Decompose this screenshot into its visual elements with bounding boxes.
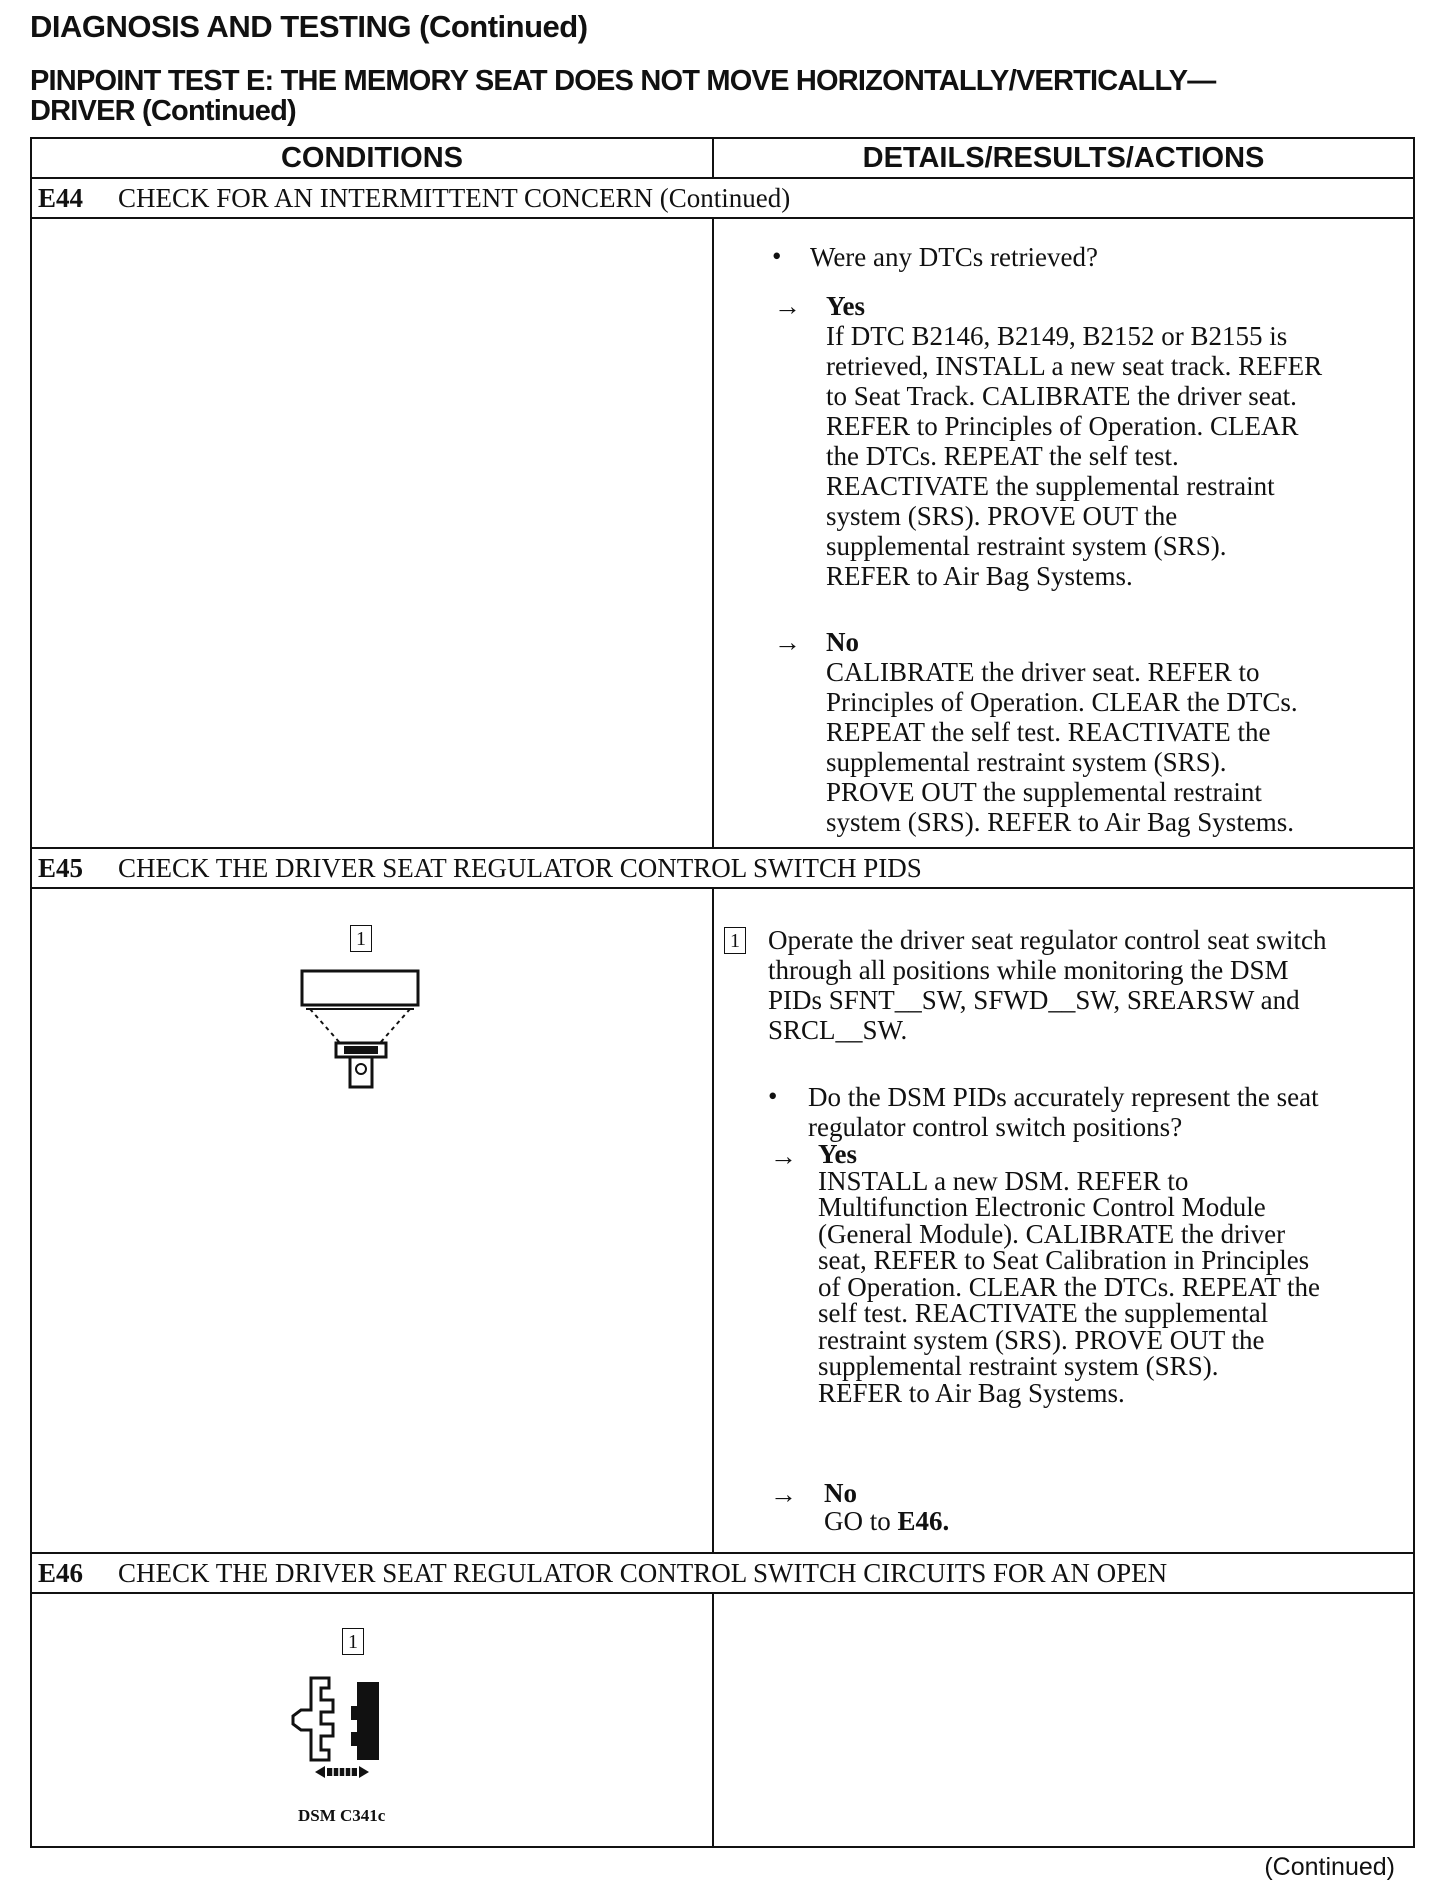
e45-step-line: SRCL__SW. [768, 1015, 908, 1045]
e44-yes-line: If DTC B2146, B2149, B2152 or B2155 is [826, 321, 1288, 351]
e45-yes-line: Multifunction Electronic Control Module [818, 1192, 1266, 1222]
e44-no-label: No [826, 627, 859, 657]
e45-step-line: PIDs SFNT__SW, SFWD__SW, SREARSW and [768, 985, 1300, 1015]
step-e44-header [32, 179, 1413, 219]
bullet-icon: • [768, 1081, 778, 1111]
pinpoint-test-table [30, 137, 1415, 1848]
e45-yes-line: supplemental restraint system (SRS). [818, 1351, 1219, 1381]
e44-no-line: supplemental restraint system (SRS). [826, 747, 1227, 777]
step-e44-conditions [32, 219, 714, 847]
table-header-row [32, 139, 1413, 179]
e44-yes-line: retrieved, INSTALL a new seat track. REFER [826, 351, 1323, 381]
arrow-icon: → [770, 1479, 797, 1509]
continued-footer: (Continued) [1264, 1853, 1395, 1881]
e44-yes-label: Yes [826, 291, 865, 321]
e45-no-target-link[interactable]: E46. [897, 1506, 950, 1536]
e45-yes-block [818, 1141, 1320, 1406]
e45-yes-line: self test. REACTIVATE the supplemental [818, 1298, 1269, 1328]
step-e46-id: E46 [38, 1557, 84, 1588]
pinpoint-test-title-line1: PINPOINT TEST E: THE MEMORY SEAT DOES NOT MOVE HORIZONTALLY/VERTICALLY— [30, 65, 1216, 97]
e45-step-instruction [768, 925, 1327, 1045]
e44-yes-line: supplemental restraint system (SRS). [826, 531, 1227, 561]
e44-no-line: REPEAT the self test. REACTIVATE the [826, 717, 1271, 747]
page-header [30, 8, 1410, 126]
column-header-conditions: CONDITIONS [32, 139, 714, 177]
e44-yes-line: the DTCs. REPEAT the self test. [826, 441, 1179, 471]
e45-no-line [824, 1507, 949, 1535]
e45-step-line: through all positions while monitoring the DSM [768, 955, 1289, 985]
step-e45-id: E45 [38, 852, 84, 883]
e44-yes-line: REFER to Air Bag Systems. [826, 561, 1133, 591]
step-e44-id: E44 [38, 182, 84, 213]
e45-question-line: regulator control switch positions? [808, 1112, 1183, 1142]
e44-no-line: system (SRS). REFER to Air Bag Systems. [826, 807, 1295, 837]
step-e45-details [714, 889, 1413, 1552]
e45-yes-line: seat, REFER to Seat Calibration in Principles [818, 1245, 1310, 1275]
e45-yes-label: Yes [818, 1139, 857, 1169]
figure-callout-label: 1 [350, 925, 372, 952]
step-e45-conditions [32, 889, 714, 1552]
step-e46-details [714, 1594, 1413, 1846]
step-e44-details [714, 219, 1413, 847]
step-e46-body [32, 1594, 1413, 1846]
e45-question [808, 1082, 1319, 1142]
arrow-icon: → [774, 291, 801, 321]
e44-yes-line: system (SRS). PROVE OUT the [826, 501, 1178, 531]
e44-no-line: CALIBRATE the driver seat. REFER to [826, 657, 1260, 687]
e45-yes-line: (General Module). CALIBRATE the driver [818, 1218, 1286, 1249]
e45-yes-line: INSTALL a new DSM. REFER to [818, 1165, 1189, 1196]
e44-no-line: Principles of Operation. CLEAR the DTCs. [826, 687, 1298, 717]
e45-no-text: GO to [824, 1506, 898, 1536]
figure-callout-label: 1 [342, 1628, 364, 1655]
seat-switch-icon [292, 969, 432, 1099]
e45-no-label: No [824, 1478, 857, 1508]
arrow-icon: → [774, 627, 801, 657]
arrow-icon: → [770, 1141, 797, 1171]
e45-yes-line: REFER to Air Bag Systems. [818, 1377, 1125, 1408]
e44-no-line: PROVE OUT the supplemental restraint [826, 777, 1262, 807]
step-e45-body [32, 889, 1413, 1554]
connector-icon [287, 1672, 417, 1782]
pinpoint-test-title-line2: DRIVER (Continued) [30, 95, 296, 127]
connector-caption: DSM C341c [298, 1806, 386, 1825]
column-header-details: DETAILS/RESULTS/ACTIONS [862, 141, 1265, 174]
page-title: DIAGNOSIS AND TESTING (Continued) [30, 9, 588, 44]
step-callout-label: 1 [724, 927, 746, 954]
step-e46-conditions [32, 1594, 714, 1846]
e44-yes-block [826, 291, 1322, 591]
e45-question-line: Do the DSM PIDs accurately represent the seat [808, 1082, 1319, 1112]
e44-yes-line: to Seat Track. CALIBRATE the driver seat. [826, 381, 1297, 411]
step-e44-body [32, 219, 1413, 849]
step-e46-title: CHECK THE DRIVER SEAT REGULATOR CONTROL SWITCH CIRCUITS FOR AN OPEN [118, 1557, 1168, 1588]
pinpoint-test-title [30, 66, 1410, 126]
e44-question: Were any DTCs retrieved? [810, 242, 1098, 272]
e45-step-line: Operate the driver seat regulator control seat switch [768, 925, 1327, 955]
bullet-icon: • [772, 241, 782, 271]
e45-yes-line: of Operation. CLEAR the DTCs. REPEAT the [818, 1271, 1320, 1302]
e44-no-block [826, 627, 1298, 837]
step-e44-title: CHECK FOR AN INTERMITTENT CONCERN (Continued) [118, 182, 791, 213]
step-e45-header [32, 849, 1413, 889]
e45-no-block [824, 1479, 949, 1535]
step-e46-header [32, 1554, 1413, 1594]
step-e45-title: CHECK THE DRIVER SEAT REGULATOR CONTROL SWITCH PIDS [118, 852, 922, 883]
e45-yes-line: restraint system (SRS). PROVE OUT the [818, 1324, 1265, 1355]
e44-yes-line: REFER to Principles of Operation. CLEAR [826, 411, 1299, 441]
e44-yes-line: REACTIVATE the supplemental restraint [826, 471, 1275, 501]
